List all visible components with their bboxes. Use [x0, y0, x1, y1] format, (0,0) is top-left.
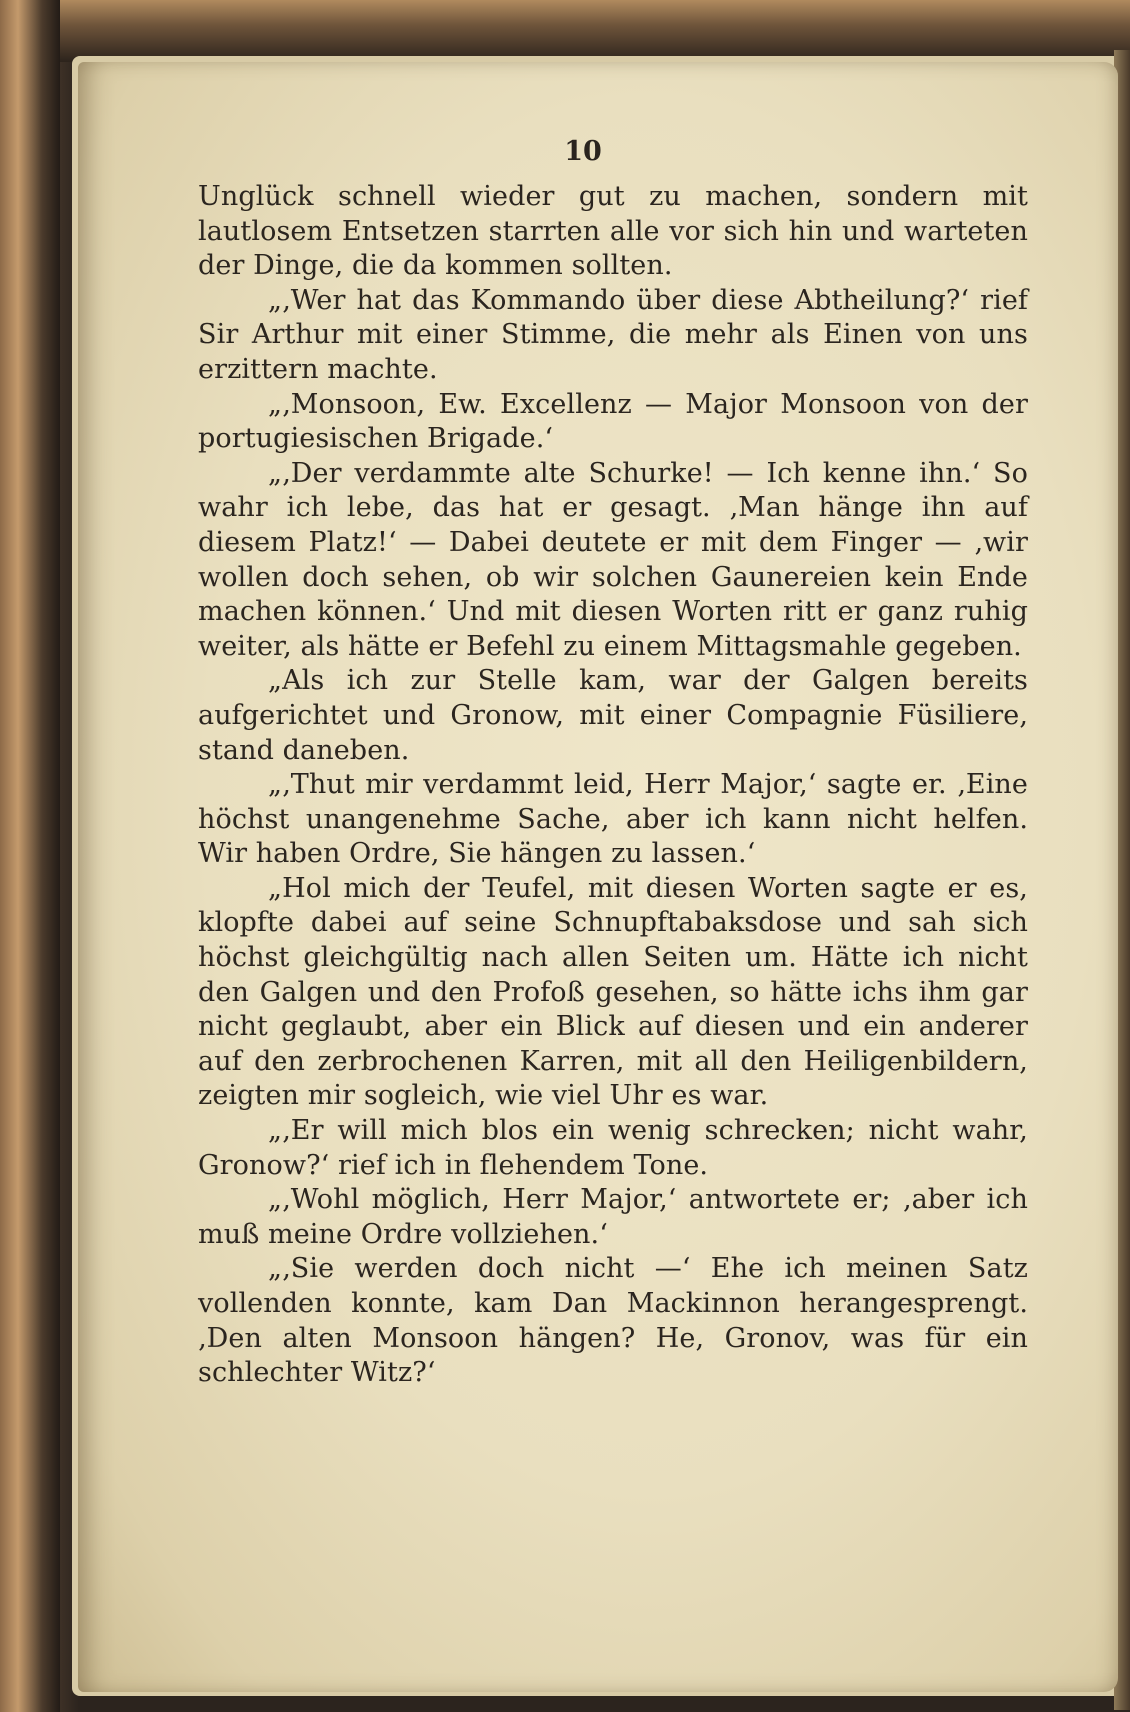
paragraph: Unglück schnell wieder gut zu machen, sondern mit lautlosem Entsetzen starrten alle vor sich hin und warteten der Dinge, die da kommen sollten.: [198, 181, 1028, 282]
body-text: [198, 180, 1028, 1391]
book-spine: [0, 0, 60, 1712]
paragraph: „‚Der verdammte alte Schurke! — Ich kenne ihn.‘ So wahr ich lebe, das hat er gesagt. ‚Man hänge ihn auf diesem Platz!‘ — Dabei deutete er mit dem Finger — ‚wir wollen doch sehen, ob wir solchen Gaunereien kein Ende machen können.‘ Und mit diesen Worten ritt er ganz ruhig weiter, als hätte er Befehl zu einem Mittagsmahle gegeben.: [198, 457, 1028, 662]
paragraph: „Hol mich der Teufel, mit diesen Worten sagte er es, klopfte dabei auf seine Schnupftabaksdose und sah sich höchst gleichgültig nach allen Seiten um. Hätte ich nicht den Galgen und den Profoß gesehen, so hätte ichs ihm gar nicht geglaubt, aber ein Blick auf diesen und ein anderer auf den zerbrochenen Karren, mit all den Heiligenbildern, zeigten mir sogleich, wie viel Uhr es war.: [198, 872, 1028, 1112]
paragraph: „‚Thut mir verdammt leid, Herr Major,‘ sagte er. ‚Eine höchst unangenehme Sache, aber ich kann nicht helfen. Wir haben Ordre, Sie hängen zu lassen.‘: [198, 769, 1028, 870]
paragraph: „‚Monsoon, Ew. Excellenz — Major Monsoon von der portugiesischen Brigade.‘: [198, 388, 1028, 455]
paragraph: „‚Wer hat das Kommando über diese Abtheilung?‘ rief Sir Arthur mit einer Stimme, die mehr als Einen von uns erzittern machte.: [198, 284, 1028, 385]
paragraph: „‚Sie werden doch nicht —‘ Ehe ich meinen Satz vollenden konnte, kam Dan Mackinnon herangesprengt. ‚Den alten Monsoon hängen? He, Gronov, was für ein schlechter Witz?‘: [198, 1253, 1028, 1389]
book-cover-top: [0, 0, 1130, 62]
paragraph: „‚Er will mich blos ein wenig schrecken; nicht wahr, Gronow?‘ rief ich in flehendem Tone.: [198, 1115, 1028, 1181]
paragraph: „Als ich zur Stelle kam, war der Galgen bereits aufgerichtet und Gronow, mit einer Compagnie Füsiliere, stand daneben.: [198, 665, 1028, 766]
page-number: 10: [564, 136, 602, 167]
book-page: [78, 62, 1118, 1692]
paragraph: „‚Wohl möglich, Herr Major,‘ antwortete er; ‚aber ich muß meine Ordre vollziehen.‘: [198, 1184, 1028, 1250]
